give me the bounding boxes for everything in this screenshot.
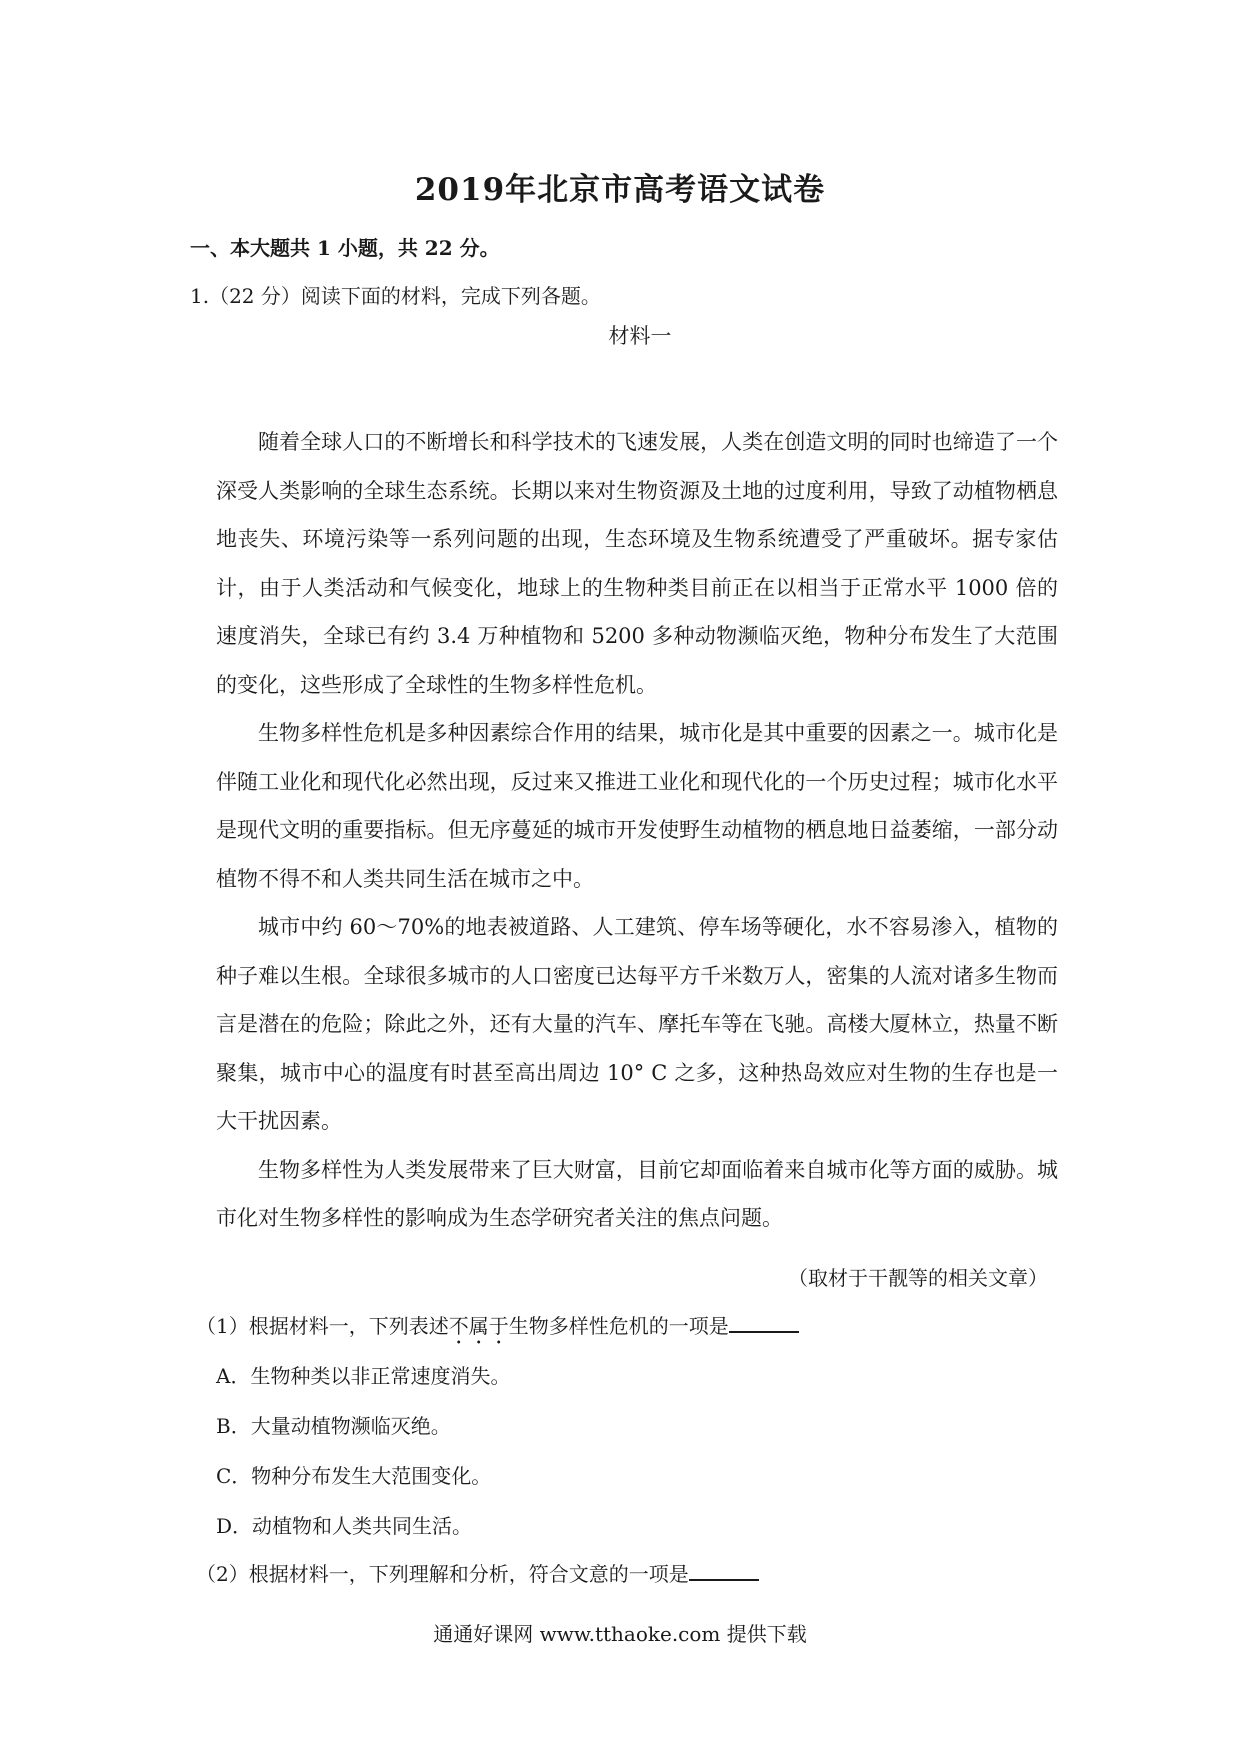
material-paragraph: 生物多样性为人类发展带来了巨大财富，目前它却面临着来自城市化等方面的威胁。城市化对生物多样性的影响成为生态学研究者关注的焦点问题。 bbox=[216, 1157, 1058, 1230]
material-body bbox=[216, 418, 1058, 1243]
page-footer: 通通好课网 www.tthaoke.com 提供下载 bbox=[433, 1622, 807, 1646]
material-paragraph: 城市中约 60～70%的地表被道路、人工建筑、停车场等硬化，水不容易渗入，植物的种子难以生根。全球很多城市的人口密度已达每平方千米数万人，密集的人流对诸多生物而言是潜在的危险；除此之外，还有大量的汽车、摩托车等在飞驰。高楼大厦林立，热量不断聚集，城市中心的温度有时甚至高出周边 10° C 之多，这种热岛效应对生物的生存也是一大干扰因素。 bbox=[216, 915, 1058, 1133]
option-a: A．生物种类以非正常速度消失。 bbox=[216, 1364, 511, 1388]
answer-blank bbox=[689, 1561, 759, 1581]
sub-question-1 bbox=[196, 1310, 799, 1349]
source-citation: （取材于干靓等的相关文章） bbox=[788, 1266, 1048, 1290]
material-paragraph: 生物多样性危机是多种因素综合作用的结果，城市化是其中重要的因素之一。城市化是伴随工业化和现代化必然出现，反过来又推进工业化和现代化的一个历史过程；城市化水平是现代文明的重要指标。但无序蔓延的城市开发使野生动植物的栖息地日益萎缩，一部分动植物不得不和人类共同生活在城市之中。 bbox=[216, 721, 1058, 891]
material-title: 材料一 bbox=[608, 324, 672, 348]
sub-question-1-suffix: 生物多样性危机的一项是 bbox=[508, 1314, 729, 1338]
material-paragraph: 随着全球人口的不断增长和科学技术的飞速发展，人类在创造文明的同时也缔造了一个深受人类影响的全球生态系统。长期以来对生物资源及土地的过度利用，导致了动植物栖息地丧失、环境污染等一系列问题的出现，生态环境及生物系统遭受了严重破坏。据专家估计，由于人类活动和气候变化，地球上的生物种类目前正在以相当于正常水平 1000 倍的速度消失，全球已有约 3.4 万种植物和 5200 多种动物濒临灭绝，物种分布发生了大范围的变化，这些形成了全球性的生物多样性危机。 bbox=[216, 430, 1058, 697]
section-heading: 一、本大题共 1 小题，共 22 分。 bbox=[190, 236, 500, 260]
sub-question-2 bbox=[196, 1558, 759, 1587]
option-d: D．动植物和人类共同生活。 bbox=[216, 1514, 473, 1538]
question-stem: 1.（22 分）阅读下面的材料，完成下列各题。 bbox=[190, 284, 601, 308]
sub-question-1-prefix: （1）根据材料一，下列表述 bbox=[196, 1314, 449, 1338]
sub-question-2-text: （2）根据材料一，下列理解和分析，符合文意的一项是 bbox=[196, 1562, 689, 1586]
option-c: C．物种分布发生大范围变化。 bbox=[216, 1464, 492, 1488]
option-b: B．大量动植物濒临灭绝。 bbox=[216, 1414, 451, 1438]
answer-blank bbox=[729, 1313, 799, 1333]
emphasis-text: 不属于 bbox=[448, 1314, 509, 1338]
page-title: 2019年北京市高考语文试卷 bbox=[414, 172, 826, 208]
